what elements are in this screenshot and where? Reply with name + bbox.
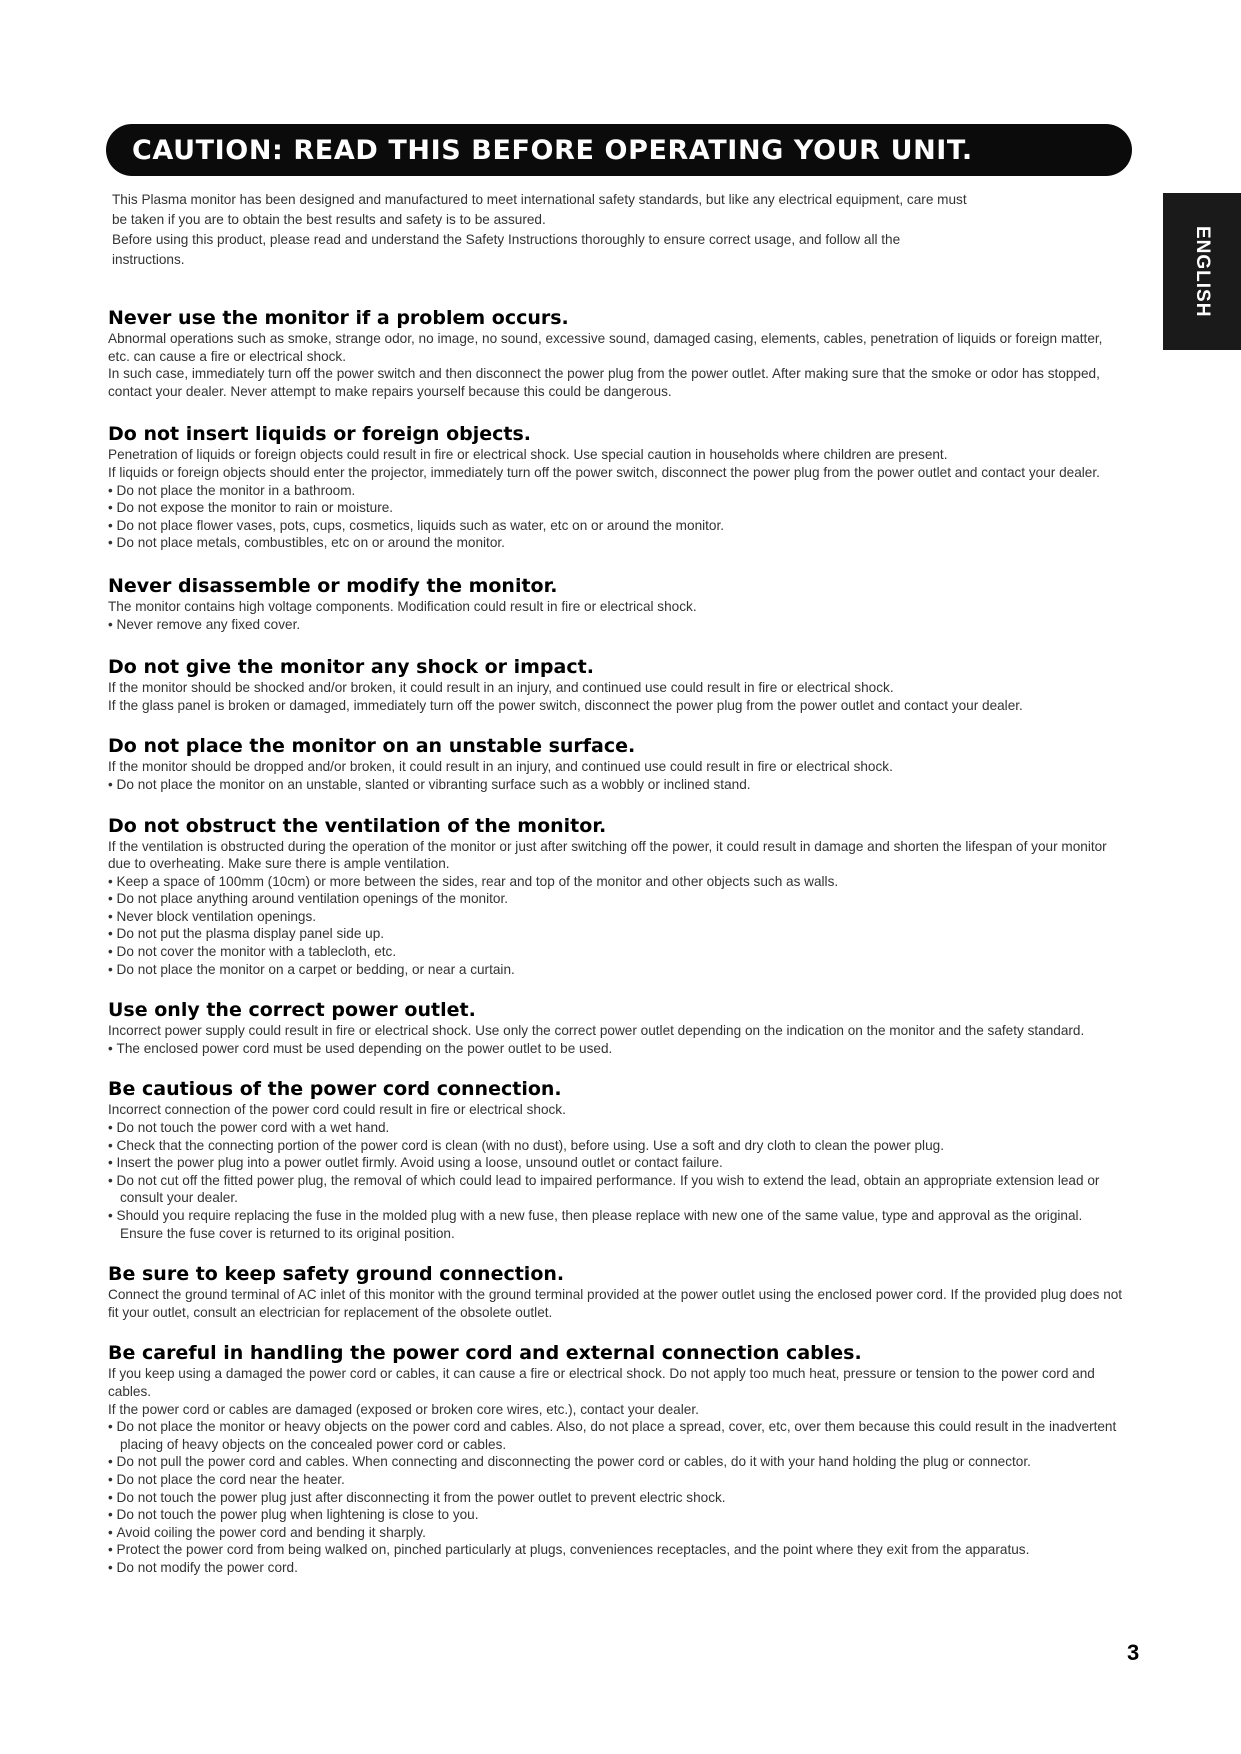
safety-section [108, 734, 1128, 793]
language-tab [1163, 193, 1241, 350]
bullet-item: • Do not expose the monitor to rain or moisture. [108, 499, 1128, 517]
bullet-item: • Do not touch the power plug just after disconnecting it from the power outlet to prevent electric shock. [108, 1489, 1128, 1507]
section-heading: Be cautious of the power cord connection. [108, 1078, 562, 1101]
bullet-item: • Do not modify the power cord. [108, 1559, 1128, 1577]
bullet-item: • Do not cut off the fitted power plug, the removal of which could lead to impaired performance. If you wish to extend the lead, obtain an appropriate extension lead or consult your dealer. [108, 1172, 1128, 1207]
bullet-item: • Insert the power plug into a power outlet firmly. Avoid using a loose, unsound outlet or contact failure. [108, 1154, 1128, 1172]
page-number: 3 [1127, 1640, 1140, 1665]
section-paragraph: If the monitor should be dropped and/or broken, it could result in an injury, and continued use could result in fire or electrical shock. [108, 759, 893, 775]
section-paragraph: In such case, immediately turn off the power switch and then disconnect the power plug from the power outlet. After making sure that the smoke or odor has stopped, contact your dealer. Never attempt to make repairs yourself because this could be dangerous. [108, 366, 1100, 399]
section-paragraph: If the ventilation is obstructed during the operation of the monitor or just after switching off the power, it could result in damage and shorten the lifespan of your monitor due to overheating. Make sure there is ample ventilation. [108, 838, 1107, 872]
section-paragraph: Incorrect connection of the power cord could result in fire or electrical shock. [108, 1102, 566, 1118]
language-tab-label: ENGLISH [1192, 225, 1213, 318]
bullet-item: • Protect the power cord from being walked on, pinched particularly at plugs, conveniences receptacles, and the point where they exit from the apparatus. [108, 1541, 1128, 1559]
section-heading: Be careful in handling the power cord and external connection cables. [108, 1342, 862, 1365]
bullet-item: • The enclosed power cord must be used depending on the power outlet to be used. [108, 1040, 1128, 1058]
document-body [108, 190, 1128, 1577]
intro-line: be taken if you are to obtain the best results and safety is to be assured. [112, 212, 546, 227]
safety-section [108, 1262, 1128, 1321]
bullet-item: • Do not place the monitor on a carpet or bedding, or near a curtain. [108, 961, 1128, 979]
section-paragraph: Connect the ground terminal of AC inlet of this monitor with the ground terminal provided at the power outlet using the enclosed power cord. If the provided plug does not fit your outlet, consult an electrician for replacement of the obsolete outlet. [108, 1287, 1123, 1320]
intro-line: instructions. [112, 252, 185, 267]
bullet-item: • Check that the connecting portion of the power cord is clean (with no dust), before using. Use a soft and dry cloth to clean the power plug. [108, 1137, 1128, 1155]
bullet-item: • Do not place flower vases, pots, cups, cosmetics, liquids such as water, etc on or around the monitor. [108, 517, 1128, 535]
safety-section [108, 306, 1128, 400]
bullet-item: • Do not place the monitor on an unstable, slanted or vibranting surface such as a wobbly or inclined stand. [108, 776, 1128, 794]
bullet-item: • Do not pull the power cord and cables. When connecting and disconnecting the power cord or cables, do it with your hand holding the plug or connector. [108, 1453, 1128, 1471]
bullet-item: • Never remove any fixed cover. [108, 616, 1128, 634]
section-heading: Do not obstruct the ventilation of the monitor. [108, 814, 607, 837]
section-paragraph: Penetration of liquids or foreign objects could result in fire or electrical shock. Use special caution in households where children are present. [108, 447, 948, 463]
intro-paragraph [112, 190, 1122, 270]
bullet-item: • Do not place the cord near the heater. [108, 1471, 1128, 1489]
intro-line: Before using this product, please read and understand the Safety Instructions thoroughly to ensure correct usage, and follow all the [112, 232, 901, 247]
intro-line: This Plasma monitor has been designed and manufactured to meet international safety standards, but like any electrical equipment, care must [112, 192, 967, 207]
section-paragraph: If the glass panel is broken or damaged, immediately turn off the power switch, disconnect the power plug from the power outlet and contact your dealer. [108, 697, 1023, 713]
section-heading: Do not place the monitor on an unstable surface. [108, 735, 636, 758]
section-heading: Be sure to keep safety ground connection. [108, 1263, 565, 1286]
bullet-item: • Do not touch the power plug when lightening is close to you. [108, 1506, 1128, 1524]
section-heading: Never disassemble or modify the monitor. [108, 574, 558, 597]
section-paragraph: Abnormal operations such as smoke, strange odor, no image, no sound, excessive sound, damaged casing, elements, cables, penetration of liquids or foreign matter, etc. can cause a fire or electrical shock. [108, 331, 1103, 364]
safety-section [108, 574, 1128, 633]
bullet-item: • Do not put the plasma display panel side up. [108, 925, 1128, 943]
section-paragraph: If the power cord or cables are damaged (exposed or broken core wires, etc.), contact your dealer. [108, 1401, 699, 1417]
banner-title: CAUTION: READ THIS BEFORE OPERATING YOUR UNIT. [132, 134, 973, 166]
safety-section [108, 1077, 1128, 1242]
bullet-item: • Avoid coiling the power cord and bending it sharply. [108, 1524, 1128, 1542]
section-heading: Never use the monitor if a problem occurs. [108, 307, 569, 329]
section-heading: Do not insert liquids or foreign objects. [108, 423, 532, 446]
bullet-item: • Do not cover the monitor with a tablecloth, etc. [108, 943, 1128, 961]
caution-banner [106, 124, 1132, 176]
bullet-item: • Do not place the monitor in a bathroom. [108, 482, 1128, 500]
bullet-item: • Should you require replacing the fuse in the molded plug with a new fuse, then please replace with new one of the same value, type and approval as the original. Ensure the fuse cover is returned to its original position. [108, 1207, 1128, 1242]
safety-section [108, 998, 1128, 1057]
bullet-item: • Do not place metals, combustibles, etc on or around the monitor. [108, 534, 1128, 552]
bullet-item: • Do not place the monitor or heavy objects on the power cord and cables. Also, do not place a spread, cover, etc, over them because this could result in the inadvertent placing of heavy objects on the concealed power cord or cables. [108, 1418, 1128, 1453]
safety-section [108, 422, 1128, 552]
safety-section [108, 655, 1128, 714]
bullet-item: • Keep a space of 100mm (10cm) or more between the sides, rear and top of the monitor and other objects such as walls. [108, 873, 1128, 891]
bullet-item: • Do not place anything around ventilation openings of the monitor. [108, 890, 1128, 908]
section-paragraph: If you keep using a damaged the power cord or cables, it can cause a fire or electrical shock. Do not apply too much heat, pressure or tension to the power cord and cables. [108, 1366, 1095, 1399]
section-heading: Use only the correct power outlet. [108, 999, 476, 1022]
section-heading: Do not give the monitor any shock or impact. [108, 656, 594, 679]
safety-section [108, 814, 1128, 979]
bullet-item: • Do not touch the power cord with a wet hand. [108, 1119, 1128, 1137]
safety-section [108, 1341, 1128, 1576]
safety-sections [108, 306, 1128, 1577]
section-paragraph: Incorrect power supply could result in fire or electrical shock. Use only the correct power outlet depending on the indication on the monitor and the safety standard. [108, 1023, 1085, 1039]
section-paragraph: If the monitor should be shocked and/or broken, it could result in an injury, and continued use could result in fire or electrical shock. [108, 680, 894, 696]
bullet-item: • Never block ventilation openings. [108, 908, 1128, 926]
section-paragraph: The monitor contains high voltage components. Modification could result in fire or electrical shock. [108, 598, 697, 614]
section-paragraph: If liquids or foreign objects should enter the projector, immediately turn off the power switch, disconnect the power plug from the power outlet and contact your dealer. [108, 464, 1100, 480]
